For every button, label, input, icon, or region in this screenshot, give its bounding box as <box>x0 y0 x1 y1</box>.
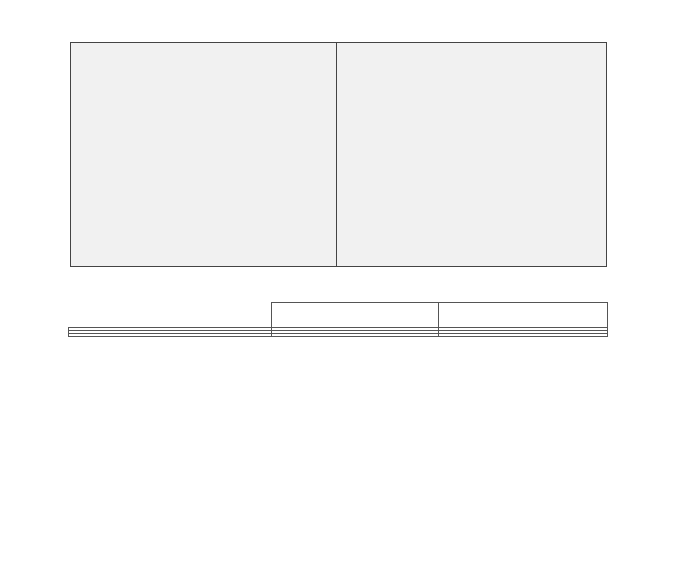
table-header-empty <box>69 303 272 328</box>
row-label-return-value <box>69 334 272 337</box>
code-column-divider <box>336 43 337 266</box>
unknown-x-header <box>272 303 439 328</box>
unknown-y-header <box>439 303 608 328</box>
instruction-line <box>78 96 158 111</box>
function-label <box>78 52 158 67</box>
return-value-y-cell[interactable] <box>439 334 608 337</box>
instruction-line <box>78 67 158 82</box>
parameters-table <box>68 302 608 337</box>
unknown-x-code <box>78 52 158 125</box>
instruction-line <box>78 110 158 125</box>
instruction-line <box>78 81 158 96</box>
table-header-row <box>69 303 608 328</box>
assembly-code-box <box>70 42 607 267</box>
return-value-x-cell[interactable] <box>272 334 439 337</box>
part-b-question <box>69 437 609 452</box>
table-row <box>69 334 608 337</box>
